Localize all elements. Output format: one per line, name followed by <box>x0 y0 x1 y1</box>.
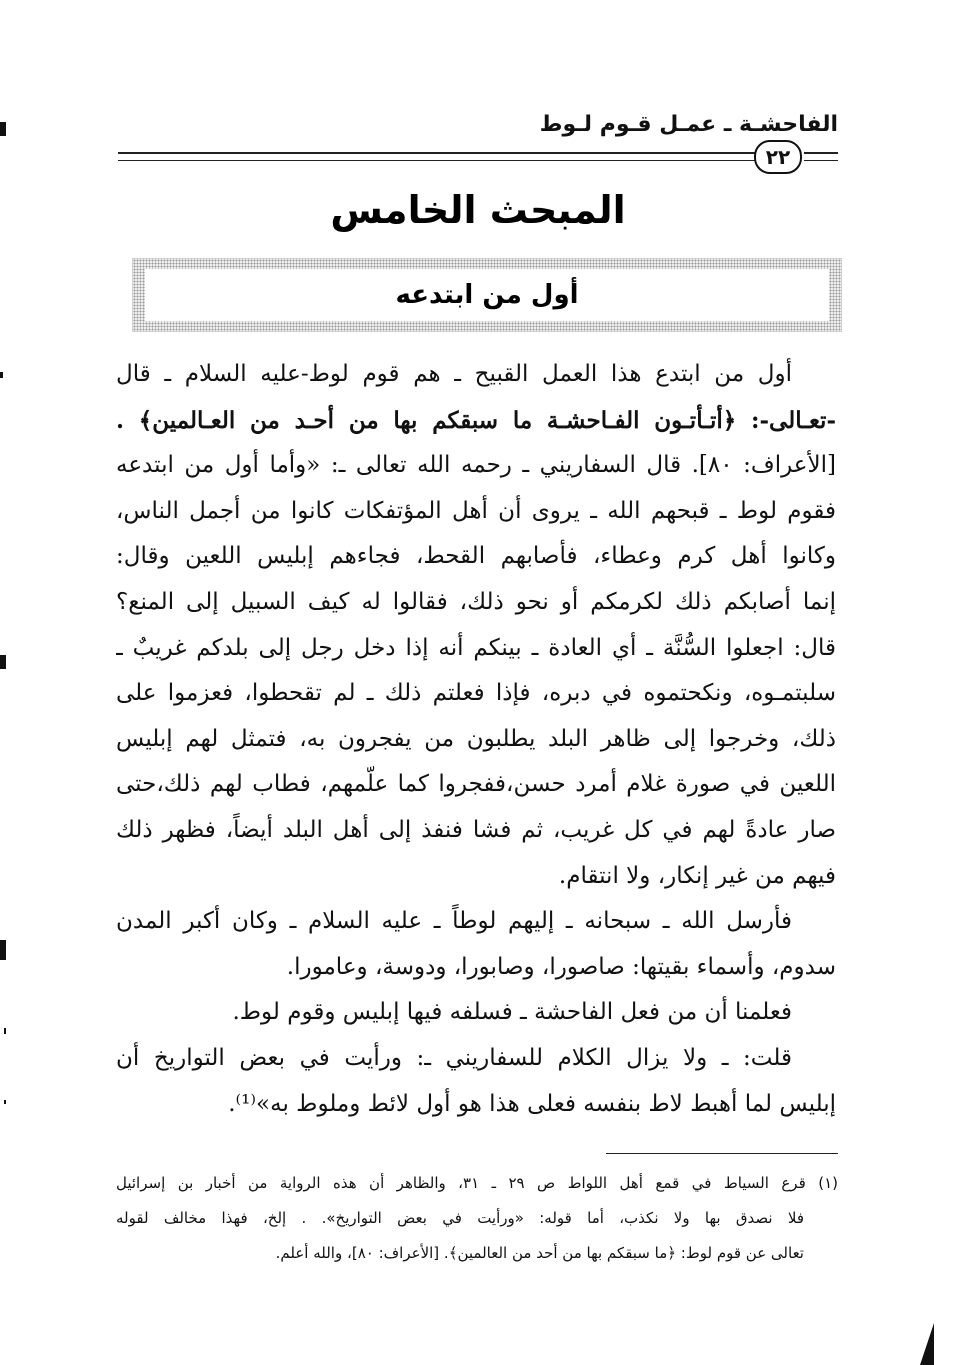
section-title: المبحث الخامس <box>330 188 626 232</box>
header-rule-right <box>804 152 838 161</box>
body-line: -تعـالى-: ﴿أتـأتـون الفـاحشـة ما سبقكم بها من أحـد من العـالمين﴾ . <box>116 406 836 434</box>
scan-mark <box>0 372 3 378</box>
body-line: إبليس لما أهبط لاط بنفسه فعلى هذا هو أول لائط وملوط به»⁽¹⁾. <box>228 1090 836 1117</box>
body-line: قلت: ـ ولا يزال الكلام للسفاريني ـ: ورأيت في بعض التواريخ أن <box>116 1044 792 1071</box>
footnote-line: فلا نصدق بها ولا نكذب، أما قوله: «ورأيت في بعض التواريخ». . إلخ، فهذا مخالف لقوله <box>116 1209 804 1227</box>
body-line: ذلك، وخرجوا إلى ظاهر البلد يطلبون من يفجرون به، فتمثل لهم إبليس <box>116 725 836 752</box>
scan-mark <box>4 1028 6 1034</box>
scan-mark <box>0 122 6 136</box>
page-number-badge: ٢٢ <box>754 140 802 174</box>
footnote-separator <box>606 1153 838 1154</box>
body-line: سلبتمـوه، ونكحتموه في دبره، فإذا فعلتم ذلك ـ لم تقحطوا، فعزموا على <box>116 680 836 707</box>
footnote-line: تعالى عن قوم لوط: ﴿ما سبقكم بها من أحد من العالمين﴾. [الأعراف: ٨٠]، والله أعلم. <box>275 1244 804 1262</box>
subtitle-panel <box>145 269 829 321</box>
body-line: فعلمنا أن من فعل الفاحشة ـ فسلفه فيها إبليس وقوم لوط. <box>232 999 792 1026</box>
footnotes <box>116 1166 838 1271</box>
body-line: [الأعراف: ٨٠]. قال السفاريني ـ رحمه الله تعالى ـ: «وأما أول من ابتدعه <box>116 452 836 479</box>
body-line: فيهم من غير إنكار، ولا انتقام. <box>558 862 836 889</box>
body-line: اللعين في صورة غلام أمرد حسن،ففجروا كما علّمهم، فطاب لهم ذلك،حتى <box>116 771 836 798</box>
body-line: فقوم لوط ـ قبحهم الله ـ يروى أن أهل المؤتفكات كانوا من أجمل الناس، <box>116 497 836 524</box>
body-line: أول من ابتدع هذا العمل القبيح ـ هم قوم لوط-عليه السلام ـ قال <box>116 361 792 387</box>
body-line: قال: اجعلوا السُّنَّة ـ أي العادة ـ بينكم أنه إذا دخل رجل إلى بلدكم غريبٌ ـ <box>116 634 836 661</box>
scan-mark <box>0 940 6 960</box>
subtitle-frame <box>132 258 842 332</box>
scan-mark <box>0 655 6 669</box>
corner-scan-mark <box>920 1323 934 1365</box>
body-line: فأرسل الله ـ سبحانه ـ إليهم لوطاً ـ عليه السلام ـ وكان أكبر المدن <box>116 908 792 935</box>
header-rule <box>118 152 756 161</box>
body-line: صار عادةً لهم في كل غريب، ثم فشا فنفذ إلى أهل البلد أيضاً، فظهر ذلك <box>116 816 836 843</box>
footnote-line: (١) قرع السياط في قمع أهل اللواط ص ٢٩ ـ ٣١، والظاهر أن هذه الرواية من أخبار بن إسرائيل <box>116 1174 838 1192</box>
running-header-title: الفاحشـة ـ عمـل قـوم لـوط <box>539 112 838 137</box>
body-text <box>116 352 836 1127</box>
subtitle-text: أول من ابتدعه <box>395 280 579 310</box>
scan-mark <box>4 1100 6 1104</box>
body-line: وكانوا أهل كرم وعطاء، فأصابهم القحط، فجاءهم إبليس اللعين وقال: <box>116 543 836 570</box>
body-line: سدوم، وأسماء بقيتها: صاصورا، وصابورا، ودوسة، وعامورا. <box>286 953 836 980</box>
body-line: إنما أصابكم ذلك لكرمكم أو نحو ذلك، فقالوا له كيف السبيل إلى المنع؟ <box>116 588 836 615</box>
